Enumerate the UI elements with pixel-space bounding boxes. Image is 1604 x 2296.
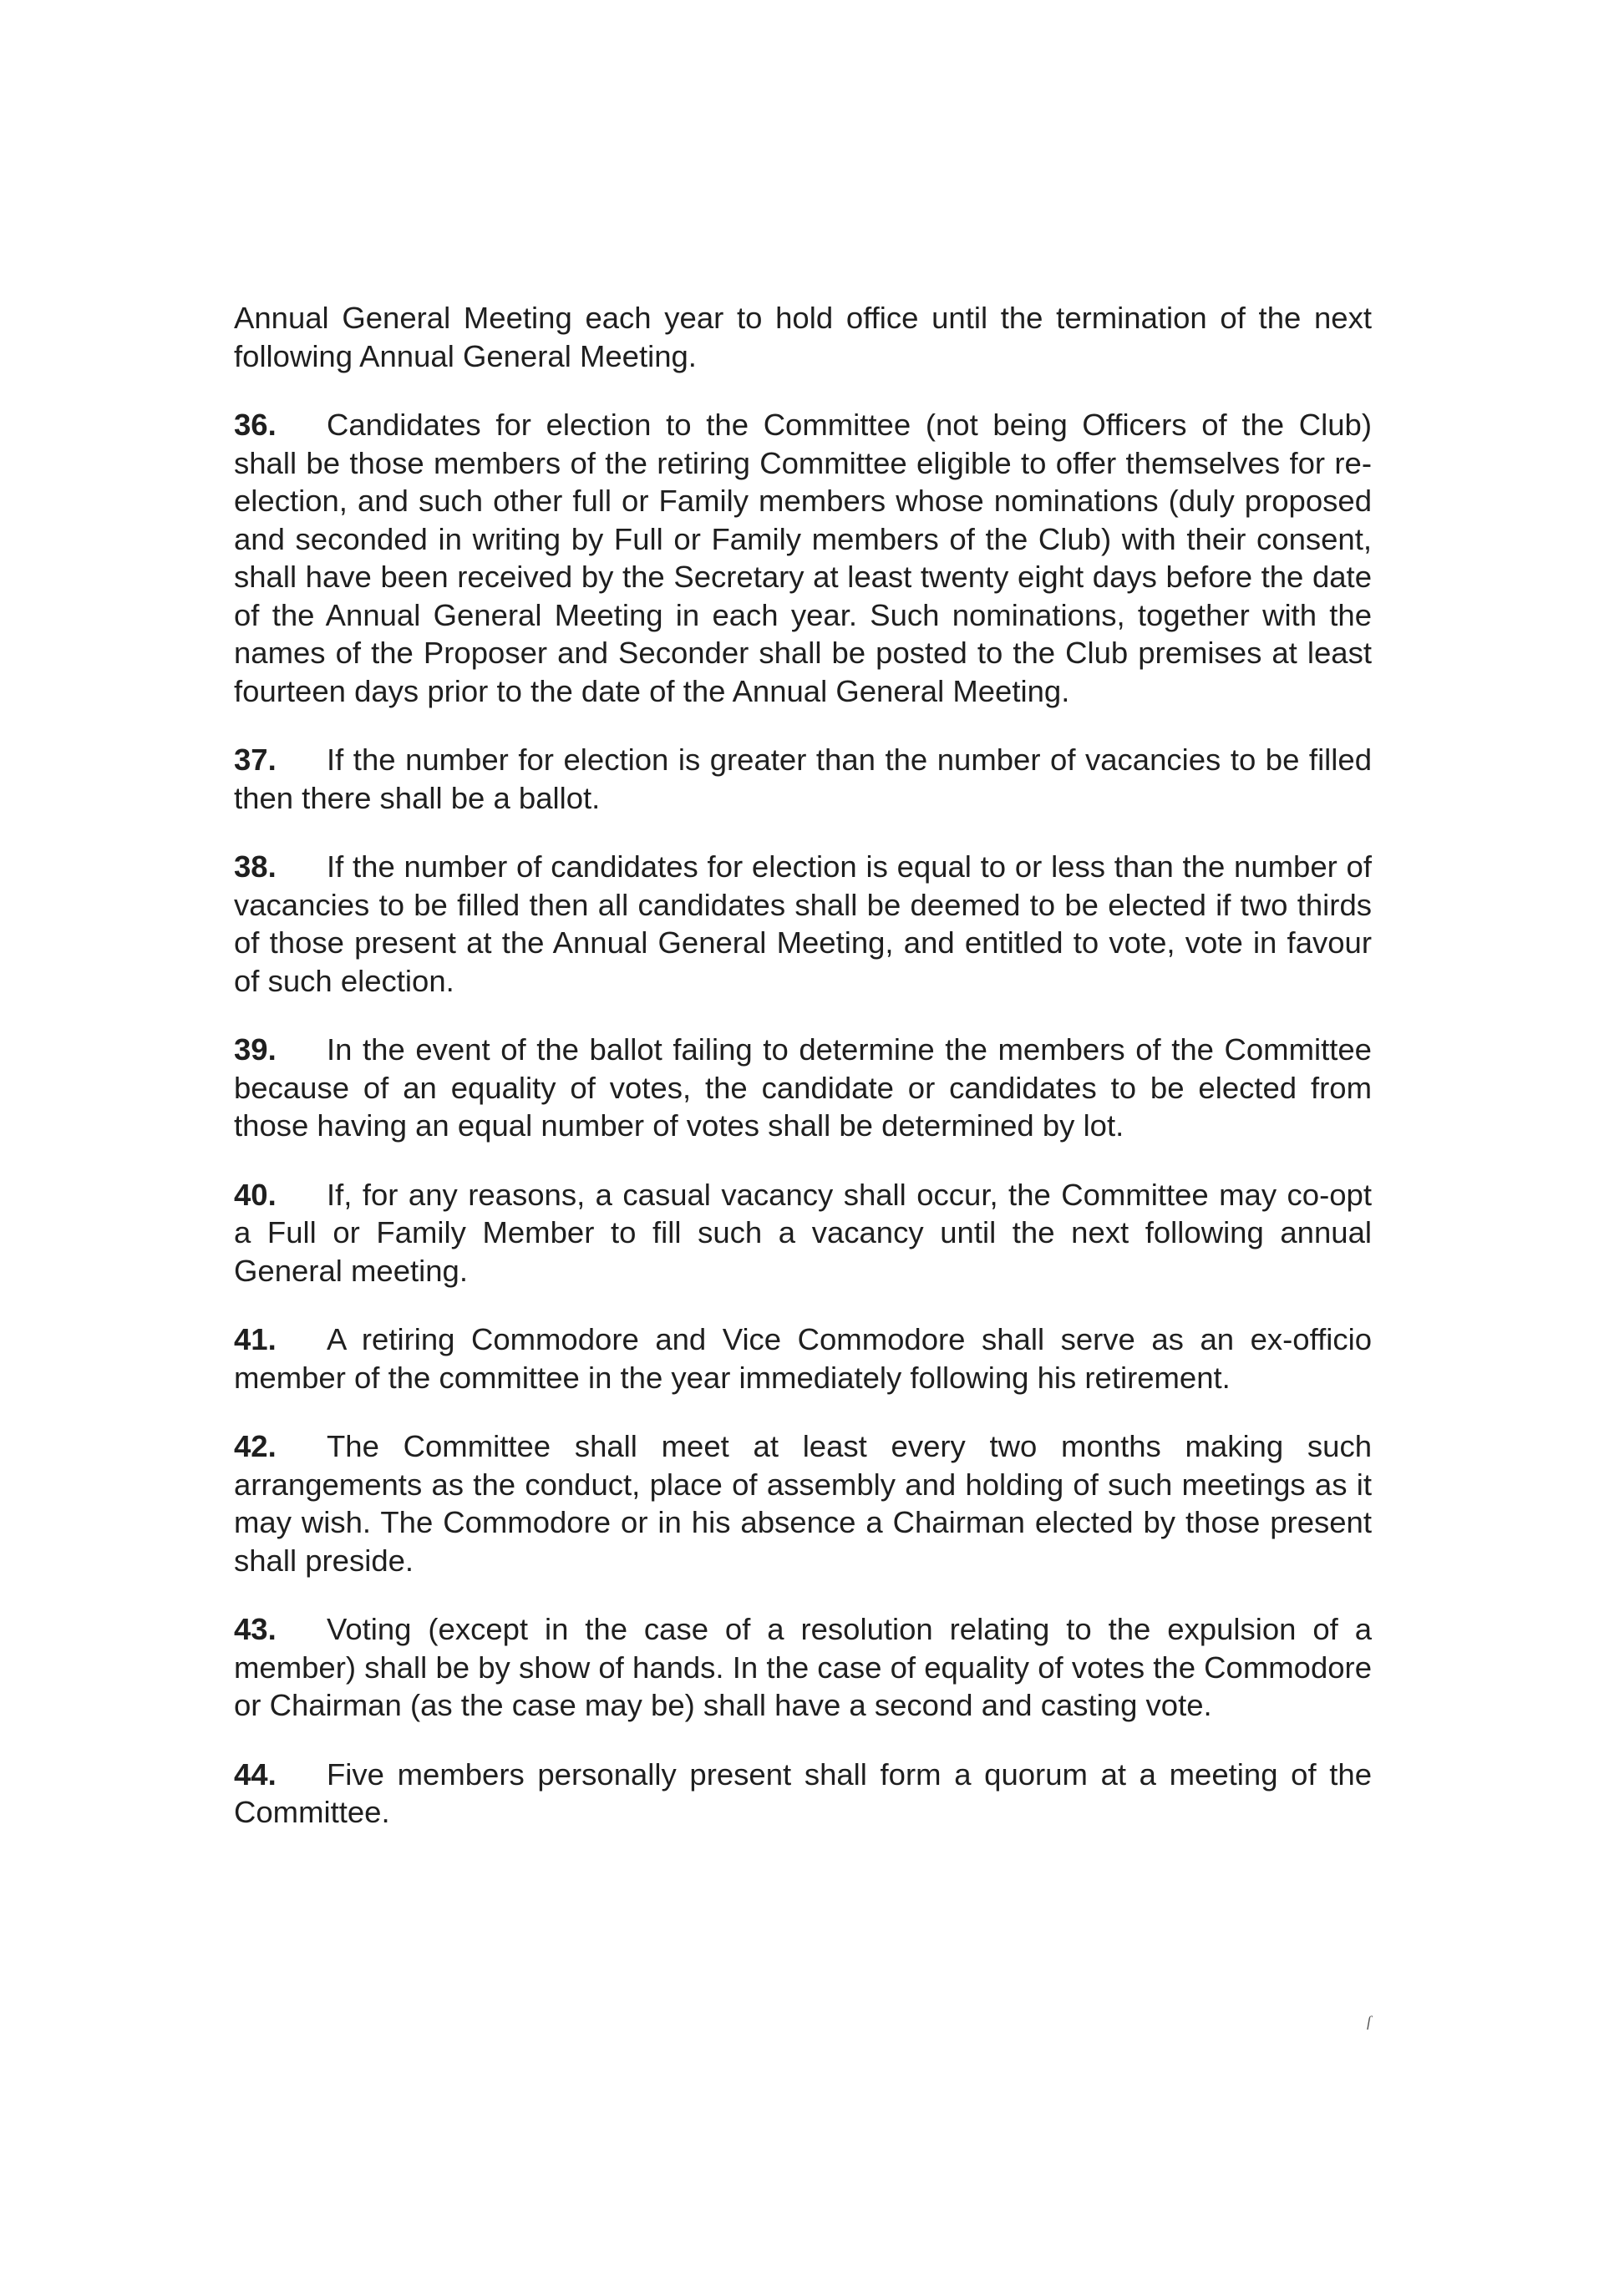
clause-36: [234, 406, 1372, 710]
clause-number: 41.: [234, 1322, 277, 1356]
clause-number: 44.: [234, 1756, 277, 1792]
clause-number: 38.: [234, 849, 277, 884]
clause-text: Voting (except in the case of a resolution relating to the expulsion of a member) shall be by show of hands. In the case of equality of votes the Commodore or Chairman (as the case may be) shall have a second and casting vote.: [234, 1612, 1372, 1722]
clause-number: 40.: [234, 1177, 277, 1212]
clause-number: 37.: [234, 743, 277, 777]
clause-text: If the number of candidates for election is equal to or less than the number of vacancies to be filled then all candidates shall be deemed to be elected if two thirds of those present at the Annual General Meeting, and entitled to vote, vote in favour of such election.: [234, 849, 1372, 998]
clause-38: [234, 848, 1372, 1000]
clause-39: [234, 1031, 1372, 1145]
clause-40: [234, 1176, 1372, 1290]
clause-number: 43.: [234, 1612, 277, 1646]
clause-number: 36.: [234, 408, 277, 442]
clause-text: A retiring Commodore and Vice Commodore shall serve as an ex-officio member of the committee in the year immediately following his retirement.: [234, 1322, 1372, 1395]
clause-text: If the number for election is greater than the number of vacancies to be filled then there shall be a ballot.: [234, 743, 1372, 815]
clause-text: Five members personally present shall form a quorum at a meeting of the Committee.: [234, 1756, 1372, 1829]
clause-43: [234, 1610, 1372, 1725]
clause-text: In the event of the ballot failing to determine the members of the Committee because of an equality of votes, the candidate or candidates to be elected from those having an equal number of votes shall be determined by lot.: [234, 1032, 1372, 1143]
clause-text: The Committee shall meet at least every two months making such arrangements as the conduct, place of assembly and holding of such meetings as it may wish. The Commodore or in his absence a Chairman elected by those present shall preside.: [234, 1429, 1372, 1578]
clause-text: Candidates for election to the Committee (not being Officers of the Club) shall be those members of the retiring Committee eligible to offer themselves for re-election, and such other full or Family members whose nominations (duly proposed and seconded in writing by Full or Family members of the Club) with their consent, shall have been received by the Secretary at least twenty eight days before the date of the Annual General Meeting in each year. Such nominations, together with the names of the Proposer and Seconder shall be posted to the Club premises at least fourteen days prior to the date of the Annual General Meeting.: [234, 408, 1372, 708]
continuation-paragraph: Annual General Meeting each year to hold office until the termination of the next following Annual General Meeting.: [234, 301, 1372, 373]
clause-number: 42.: [234, 1429, 277, 1463]
scan-mark: ſ: [1367, 2013, 1372, 2030]
clause-44: [234, 1756, 1372, 1832]
clause-text: If, for any reasons, a casual vacancy shall occur, the Committee may co-opt a Full or Family Member to fill such a vacancy until the next following annual General meeting.: [234, 1177, 1372, 1288]
clause-41: [234, 1320, 1372, 1396]
clause-number: 39.: [234, 1032, 277, 1067]
clause-37: [234, 741, 1372, 817]
document-page: [234, 299, 1372, 1863]
clause-42: [234, 1427, 1372, 1579]
